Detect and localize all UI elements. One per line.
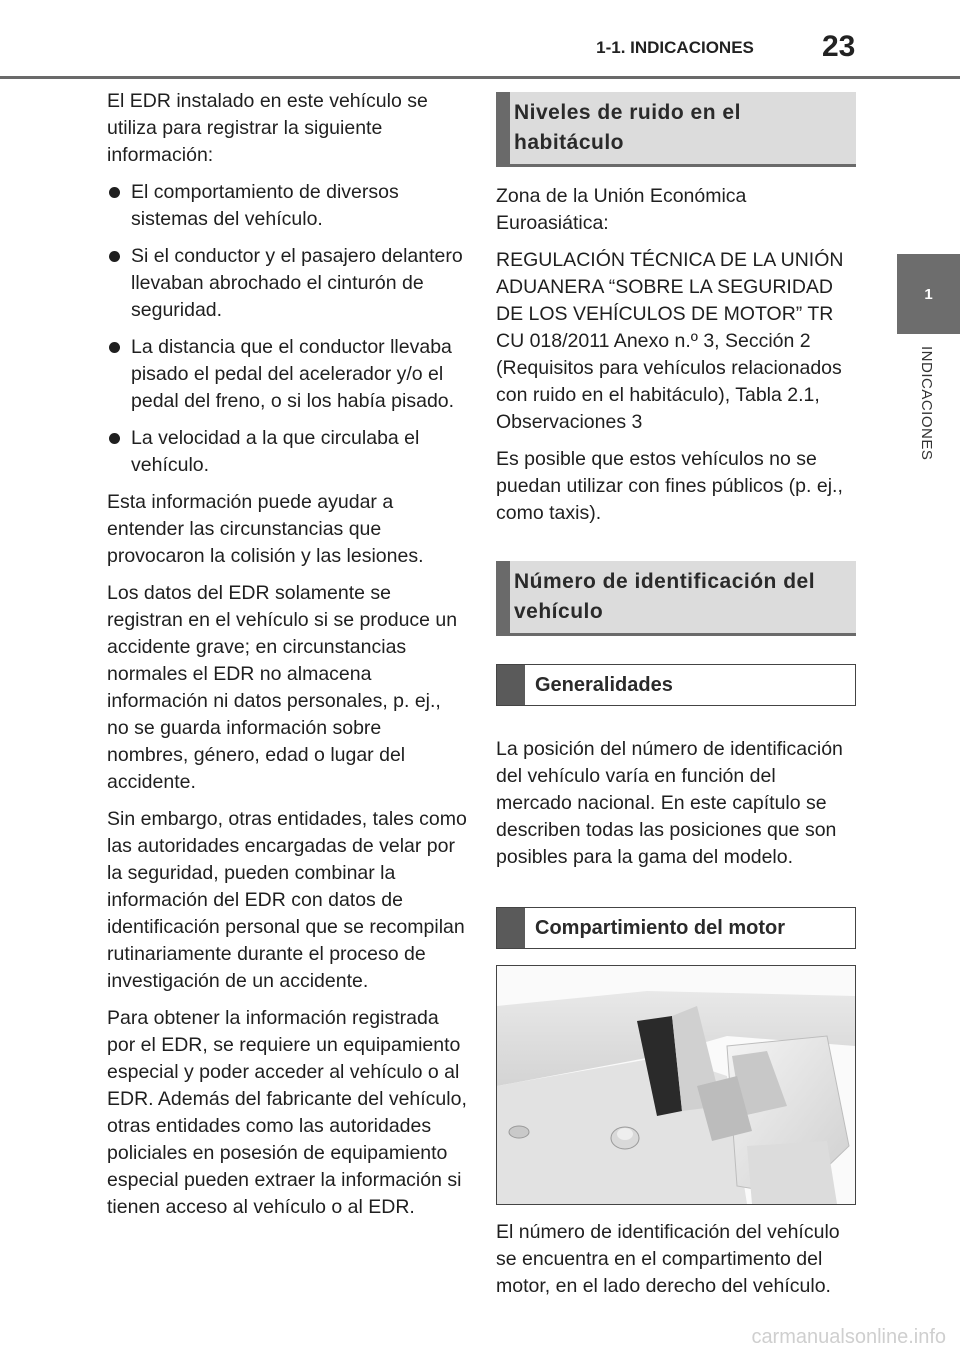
paragraph: Zona de la Unión Económica Euroasiática:: [496, 185, 747, 234]
list-item: La velocidad a la que circulaba el vehículo.: [107, 425, 467, 479]
paragraph: Para obtener la información registrada por el EDR, se requiere un equipamiento especial y poder acceder al vehículo o al EDR. Además del fabricante del vehículo, otras entidades como las autoridades policiales en posesión de equipamiento especial pueden extraer la información si tienen acceso al vehículo o al EDR.: [107, 1007, 467, 1218]
running-header: 1-1. INDICACIONES: [596, 38, 754, 57]
subsection-title: Compartimiento del motor: [535, 916, 786, 939]
header-rule: [0, 76, 960, 79]
paragraph: Es posible que estos vehículos no se puedan utilizar con fines públicos (p. ej., como taxis).: [496, 448, 843, 524]
paragraph: La posición del número de identificación del vehículo varía en función del mercado nacional. En este capítulo se describen todas las posiciones que son posibles para la gama del modelo.: [496, 738, 843, 868]
chapter-tab: [897, 254, 960, 334]
list-item: El comportamiento de diversos sistemas del vehículo.: [107, 179, 467, 233]
bullet-list: [107, 179, 467, 479]
page-number: 23: [822, 30, 856, 63]
left-column: [107, 88, 467, 1231]
paragraph: Sin embargo, otras entidades, tales como las autoridades encargadas de velar por la seguridad, pueden combinar la información del EDR con datos de identificación personal que se recompilan rutinariamente durante el proceso de investigación de un accidente.: [107, 808, 467, 992]
engine-compartment-drawing: [497, 966, 855, 1204]
heading-marker: [497, 665, 525, 705]
chapter-number: 1: [924, 285, 933, 303]
heading-marker: [497, 908, 525, 948]
chapter-tab-label: INDICACIONES: [918, 346, 935, 461]
subsection-heading-engine: [496, 907, 856, 949]
list-item: La distancia que el conductor llevaba pisado el pedal del acelerador y/o el pedal del freno, o si los había pisado.: [107, 334, 467, 415]
subsection-heading-general: [496, 664, 856, 706]
paragraph: REGULACIÓN TÉCNICA DE LA UNIÓN ADUANERA “SOBRE LA SEGURIDAD DE LOS VEHÍCULOS DE MOTOR” TR CU 018/2011 Anexo n.º 3, Sección 2 (Requisitos para vehículos relacionados con ruido en el habitáculo), Tabla 2.1, Observaciones 3: [496, 249, 844, 433]
watermark: carmanualsonline.info: [751, 1326, 946, 1348]
paragraph: Esta información puede ayudar a entender las circunstancias que provocaron la colisión y las lesiones.: [107, 491, 424, 567]
right-column: [496, 92, 856, 1310]
section-heading-noise: Niveles de ruido en el habitáculo: [496, 92, 856, 167]
subsection-title: Generalidades: [535, 673, 673, 696]
section-heading-vin: Número de identificación del vehículo: [496, 561, 856, 636]
paragraph: Los datos del EDR solamente se registran en el vehículo si se produce un accidente grave; en circunstancias normales el EDR no almacena información ni datos personales, p. ej., no se guarda información sobre nombres, género, edad o lugar del accidente.: [107, 582, 458, 793]
paragraph: El número de identificación del vehículo se encuentra en el compartimento del motor, en el lado derecho del vehículo.: [496, 1221, 840, 1297]
list-item: Si el conductor y el pasajero delantero llevaban abrochado el cinturón de seguridad.: [107, 243, 467, 324]
paragraph: El EDR instalado en este vehículo se utiliza para registrar la siguiente información:: [107, 90, 428, 166]
engine-compartment-illustration: [496, 965, 856, 1205]
